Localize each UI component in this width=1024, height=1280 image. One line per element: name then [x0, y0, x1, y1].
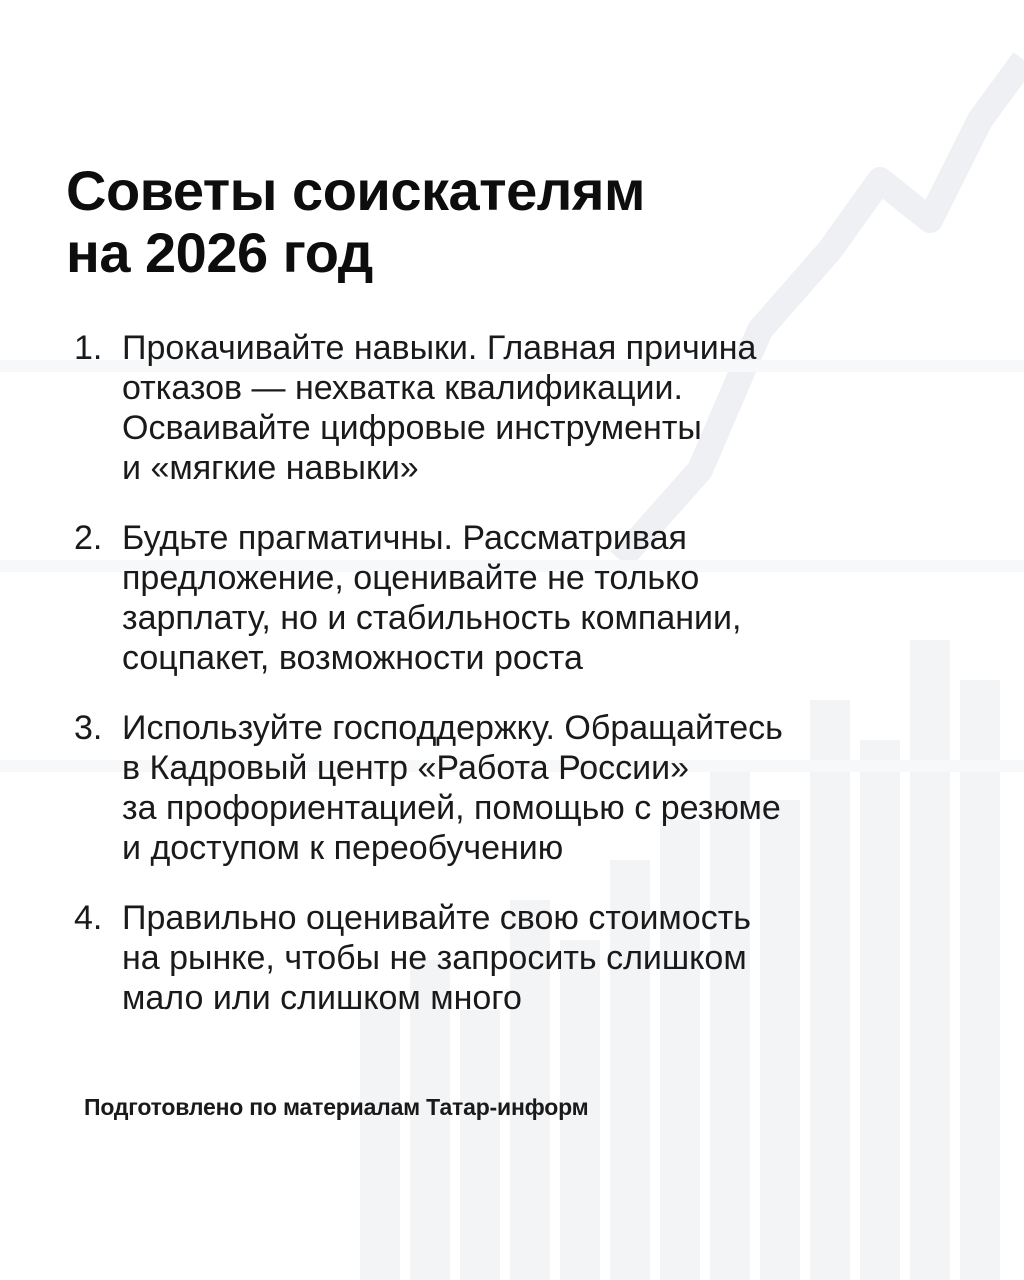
tip-line: и «мягкие навыки»	[122, 449, 419, 487]
tip-line: предложение, оценивайте не только	[122, 559, 700, 597]
tip-line: Осваивайте цифровые инструменты	[122, 409, 702, 447]
tip-line: отказов — нехватка квалификации.	[122, 369, 683, 407]
tip-line: Правильно оценивайте свою стоимость	[122, 899, 751, 937]
tip-text	[122, 898, 952, 1018]
tip-line: Будьте прагматичны. Рассматривая	[122, 519, 687, 557]
tip-line: на рынке, чтобы не запросить слишком	[122, 939, 747, 977]
tip-text	[122, 518, 952, 678]
tip-number: 4.	[74, 899, 103, 937]
tip-line: мало или слишком много	[122, 979, 522, 1017]
tip-line: и доступом к переобучению	[122, 829, 564, 867]
title-line-2: на 2026 год	[66, 221, 373, 284]
tip-line: Используйте господдержку. Обращайтесь	[122, 709, 783, 747]
tip-number: 3.	[74, 709, 103, 747]
tip-line: соцпакет, возможности роста	[122, 639, 583, 677]
tip-number: 2.	[74, 519, 103, 557]
tip-line: зарплату, но и стабильность компании,	[122, 599, 742, 637]
tip-text	[122, 328, 952, 488]
tip-line: Прокачивайте навыки. Главная причина	[122, 329, 757, 367]
tip-number: 1.	[74, 329, 103, 367]
tip-text	[122, 708, 952, 868]
tip-line: в Кадровый центр «Работа России»	[122, 749, 690, 787]
title-line-1: Советы соискателям	[66, 159, 645, 222]
source-credit: Подготовлено по материалам Татар-информ	[84, 1094, 589, 1120]
page-title	[66, 160, 966, 284]
tip-line: за профориентацией, помощью с резюме	[122, 789, 781, 827]
